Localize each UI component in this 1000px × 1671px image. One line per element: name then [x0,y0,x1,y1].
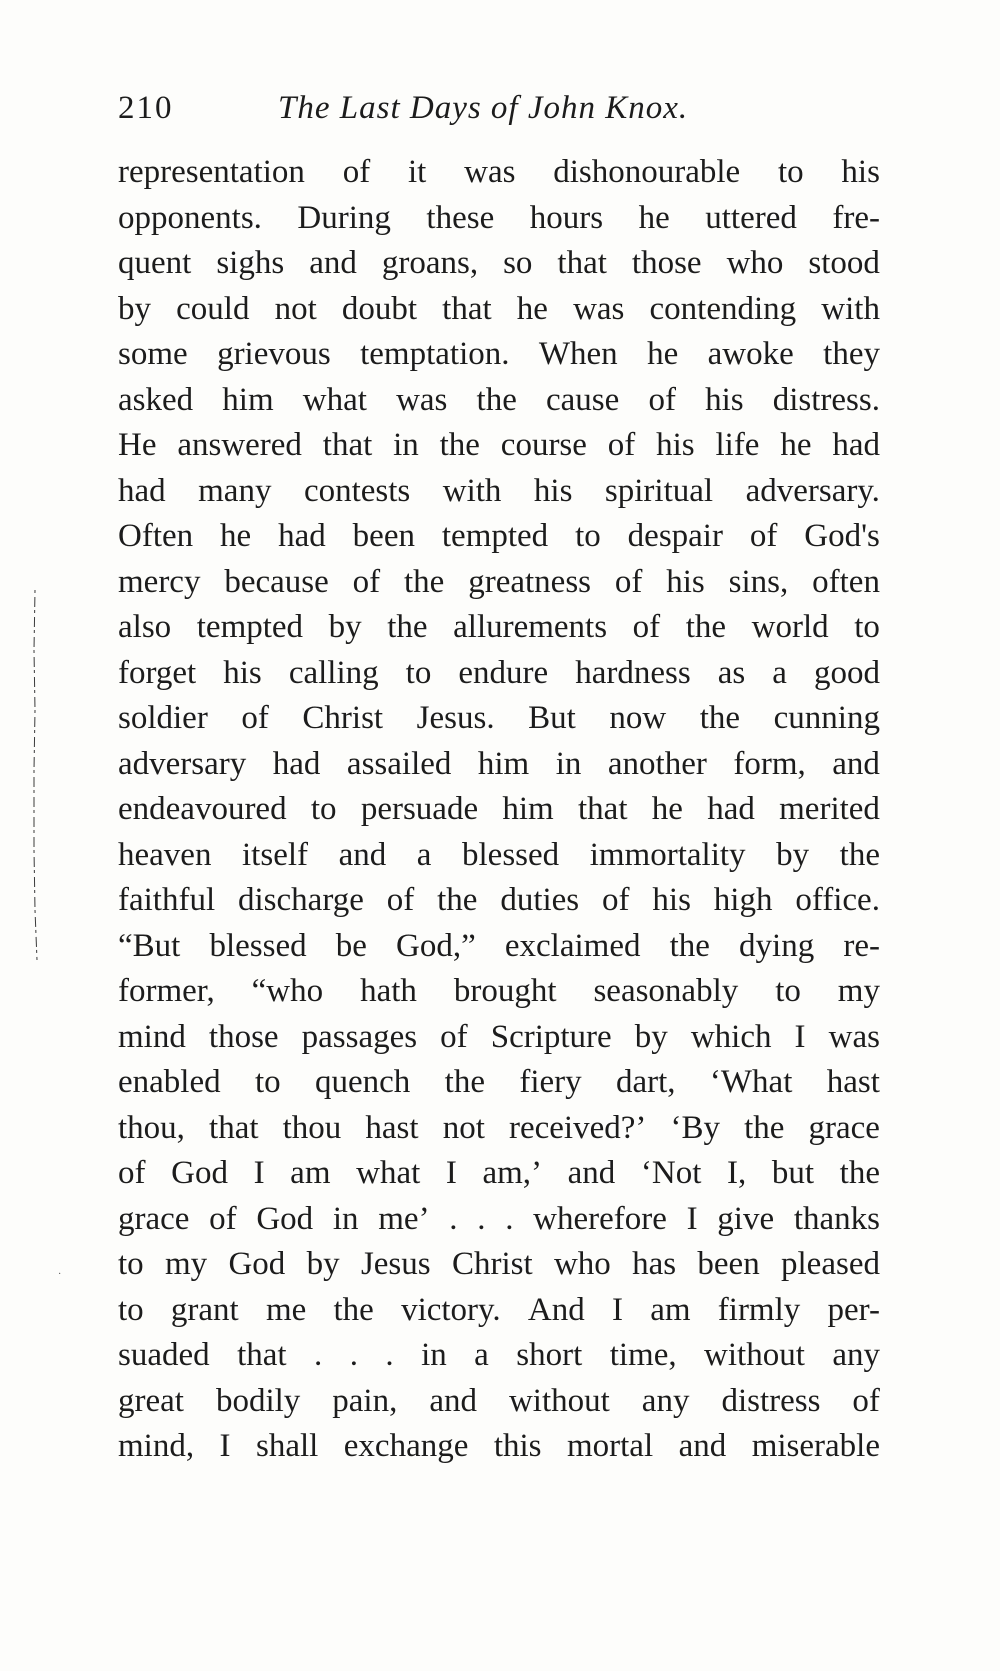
word: often [812,563,880,600]
word: and [567,1155,616,1191]
word: time, [609,1337,677,1373]
word: and [309,245,357,281]
word: hours [529,199,604,236]
word: to [775,973,801,1009]
text-line [118,1424,880,1470]
word: those [208,1018,279,1055]
word: office. [795,882,880,918]
word: adversary [118,745,247,782]
word: groans, [381,245,479,281]
word: what [302,381,367,418]
word: what [356,1155,421,1191]
word: grievous [217,336,331,372]
word: great [118,1382,184,1419]
word: that [209,1109,259,1146]
word: these [426,199,495,236]
word: to [575,518,601,554]
word: was [396,381,448,418]
word: had [707,791,755,827]
word: the [437,882,478,918]
word: awoke [707,336,794,372]
word: to [310,791,337,827]
word: and [832,745,880,782]
word: asked [118,381,194,418]
word: cause [546,381,620,418]
word: . [349,1337,358,1373]
word: brought [453,973,557,1009]
word: faithful [118,882,216,918]
word: to [405,654,432,691]
text-line [118,1242,880,1288]
word: this [493,1428,542,1464]
word: by [328,609,362,645]
text-line [118,1015,880,1061]
word: When [538,336,618,372]
word: world [751,609,829,645]
word: of [241,700,269,736]
word: he [651,791,683,827]
margin-line-graphic [30,590,40,960]
word: and [678,1428,727,1464]
text-line [118,1333,880,1379]
word: ‘What [709,1064,793,1100]
word: now [609,700,667,736]
word: heaven [118,836,212,873]
word: temptation. [360,336,510,372]
text-line [118,287,880,333]
word: many [198,472,272,509]
word: me’ [378,1200,430,1237]
word: despair [627,518,723,554]
text-line [118,787,880,833]
word: that [557,245,607,281]
word: with [442,472,502,509]
word: that [578,791,628,827]
word: victory. [401,1291,501,1328]
word: During [297,199,391,236]
word: quent [118,245,192,281]
word: grace [808,1109,880,1146]
word: to [118,1246,144,1282]
word: of [749,518,778,554]
word: his [223,654,262,691]
word: him [222,381,274,418]
word: Scripture [490,1018,612,1055]
word: not [442,1109,485,1146]
word: to [777,154,804,190]
text-line [118,469,880,515]
word: . [477,1200,486,1237]
word: “who [251,973,324,1009]
word: his [533,472,573,509]
text-line [118,514,880,560]
word: he [647,336,679,372]
word: to [254,1064,281,1100]
word: as [717,654,746,691]
word: he [780,427,812,463]
word: itself [242,836,308,873]
word: Jesus [360,1246,431,1282]
word: him [477,745,530,782]
word: grace [118,1200,190,1237]
word: former, [118,973,215,1009]
word: grant [170,1291,239,1328]
text-line [118,1106,880,1152]
word: him [502,791,554,827]
word: give [717,1200,775,1237]
word: assailed [346,745,452,782]
word: received?’ [508,1109,647,1146]
text-line [118,241,880,287]
text-line [118,196,880,242]
word: my [837,973,880,1009]
word: cunning [773,700,880,736]
word: has [632,1246,677,1282]
word: spiritual [604,472,714,509]
word: mercy [118,563,201,600]
word: another [607,745,707,782]
body-text [118,150,880,1470]
word: by [306,1246,340,1282]
word: a [416,836,432,873]
word: the [476,381,517,418]
word: soldier [118,700,208,736]
word: pleased [781,1246,880,1282]
word: Jesus. [416,700,495,736]
word: some [118,336,188,372]
word: representation [118,154,305,190]
text-line [118,560,880,606]
word: of [118,1155,146,1191]
word: endure [458,654,549,691]
word: stood [808,245,880,281]
text-line [118,696,880,742]
word: life [715,427,760,463]
word: in [393,427,419,463]
word: in [332,1200,359,1237]
word: the [444,1064,485,1100]
word: had [832,427,880,463]
word: I, [727,1155,747,1191]
word: of [648,381,676,418]
text-line [118,651,880,697]
text-line [118,969,880,1015]
word: adversary. [745,472,880,509]
word: thou [282,1109,342,1146]
word: God [256,1200,314,1237]
word: miserable [751,1428,880,1464]
word: duties [500,882,580,918]
word: I [219,1428,231,1464]
word: high [713,882,773,918]
text-line [118,378,880,424]
word: persuade [360,791,479,827]
word: was [464,154,516,190]
text-line [118,833,880,879]
word: that [237,1337,287,1373]
margin-pencil-mark [30,590,40,960]
word: short [516,1337,583,1373]
word: hast [365,1109,419,1146]
word: by [118,290,151,327]
word: could [176,290,250,327]
word: suaded [118,1337,210,1373]
word: me [265,1291,307,1328]
word: pain, [332,1382,398,1419]
word: Christ [451,1246,533,1282]
text-line [118,878,880,924]
word: hath [360,973,417,1009]
text-line [118,150,880,196]
word: But [528,700,576,736]
text-line [118,1197,880,1243]
word: doubt [341,290,418,327]
text-line [118,924,880,970]
word: “But [118,927,181,964]
word: God,” [396,927,476,964]
word: any [641,1382,690,1419]
word: immortality [589,836,746,873]
word: sins, [728,563,789,600]
word: mind, [118,1428,195,1464]
word: the [839,836,880,873]
word: the [439,427,480,463]
word: blessed [462,836,560,873]
text-line [118,742,880,788]
word: to [854,609,880,645]
word: they [823,336,880,372]
word: of [607,427,636,463]
word: per- [827,1291,880,1328]
word: contending [649,290,797,327]
word: of [352,563,381,600]
word: hast [826,1064,880,1100]
word: had [272,745,321,782]
word: not [274,290,317,327]
word: who [553,1246,611,1282]
word: I [686,1200,698,1237]
word: the [685,609,727,645]
word: thanks [793,1200,880,1237]
word: without [704,1337,805,1373]
word: course [500,427,587,463]
word: quench [315,1064,411,1100]
word: the [404,563,445,600]
word: God [228,1246,286,1282]
text-line [118,1379,880,1425]
word: exclaimed [504,927,641,964]
word: calling [288,654,379,691]
word: God [171,1155,228,1191]
word: Christ [302,700,384,736]
text-line [118,1288,880,1334]
word: the [669,927,710,964]
word: . [505,1200,514,1237]
word: without [508,1382,610,1419]
word: the [699,700,741,736]
word: am,’ [482,1155,543,1191]
word: discharge [238,882,364,918]
word: any [832,1337,880,1373]
word: enabled [118,1064,221,1100]
word: he [516,290,548,327]
word: form, [733,745,806,782]
word: so [503,245,533,281]
word: in [555,745,582,782]
word: He [118,427,157,463]
word: contests [303,472,411,509]
word: had [118,472,166,509]
word: seasonably [593,973,739,1009]
word: uttered [705,199,797,236]
word: answered [177,427,302,463]
word: a [772,654,787,691]
word: with [821,290,880,327]
word: and [429,1382,477,1419]
word: hardness [575,654,691,691]
word: forget [118,654,197,691]
word: I [794,1018,806,1055]
word: shall [256,1428,319,1464]
page-number: 210 [118,90,174,126]
word: by [634,1018,668,1055]
book-title: The Last Days of John Knox. [278,90,689,126]
word: it [407,154,427,190]
word: re- [843,927,880,964]
word: bodily [215,1382,301,1419]
word: the [333,1291,374,1328]
word: of [386,882,415,918]
word: because [224,563,329,600]
word: good [814,654,880,691]
word: of [342,154,371,190]
word: he [220,518,252,554]
word: his [705,381,744,418]
word: firmly [717,1291,801,1328]
word: the [387,609,428,645]
word: those [631,245,702,281]
word: blessed [209,927,307,964]
word: his [656,427,695,463]
word: that [322,427,373,463]
word: passages [301,1018,418,1055]
word: exchange [343,1428,469,1464]
word: I [445,1155,457,1191]
word: of [602,882,630,918]
word: been [352,518,415,554]
word: sighs [216,245,285,281]
word: opponents. [118,199,262,236]
word: wherefore [533,1200,667,1237]
word: thou, [118,1109,185,1146]
word: that [442,290,492,327]
word: was [828,1018,880,1055]
word: am [650,1291,691,1328]
word: am [290,1155,331,1191]
word: be [335,927,367,964]
word: . [449,1200,458,1237]
word: distress. [772,381,880,418]
word: ‘Not [640,1155,702,1191]
word: his [666,563,705,600]
word: his [841,154,880,190]
word: and [338,836,387,873]
word: been [697,1246,760,1282]
word: his [652,882,691,918]
word: mortal [566,1428,654,1464]
word: tempted [441,518,549,554]
word: to [118,1291,144,1328]
text-line [118,1151,880,1197]
word: was [573,290,625,327]
word: tempted [196,609,304,645]
word: dart, [616,1064,676,1100]
ink-speck: · [58,1269,62,1280]
word: I [253,1155,265,1191]
word: the [744,1109,785,1146]
word: dishonourable [553,154,741,190]
word: who [726,245,784,281]
word: my [164,1246,208,1282]
word: endeavoured [118,791,287,827]
running-head [118,86,818,130]
word: merited [779,791,880,827]
word: the [839,1155,880,1191]
word: but [771,1155,815,1191]
word: dying [739,927,815,964]
text-line [118,332,880,378]
text-line [118,423,880,469]
word: of [852,1382,880,1419]
word: fre- [832,199,880,236]
word: ‘By [670,1109,720,1146]
word: greatness [468,563,592,600]
word: of [440,1018,468,1055]
word: by [776,836,810,873]
word: of [209,1200,237,1237]
word: allurements [453,609,608,645]
word: a [474,1337,489,1373]
word: had [278,518,326,554]
word: And [527,1291,585,1328]
word: also [118,609,172,645]
word: of [614,563,643,600]
text-line [118,605,880,651]
word: in [421,1337,447,1373]
word: fiery [519,1064,582,1100]
word: of [632,609,661,645]
word: Often [118,518,194,554]
word: mind [118,1018,186,1055]
word: God's [804,518,880,554]
word: I [611,1291,623,1328]
word: he [638,199,670,236]
word: which [690,1018,772,1055]
word: distress [721,1382,821,1419]
text-line [118,1060,880,1106]
word: . [314,1337,323,1373]
word: . [385,1337,394,1373]
